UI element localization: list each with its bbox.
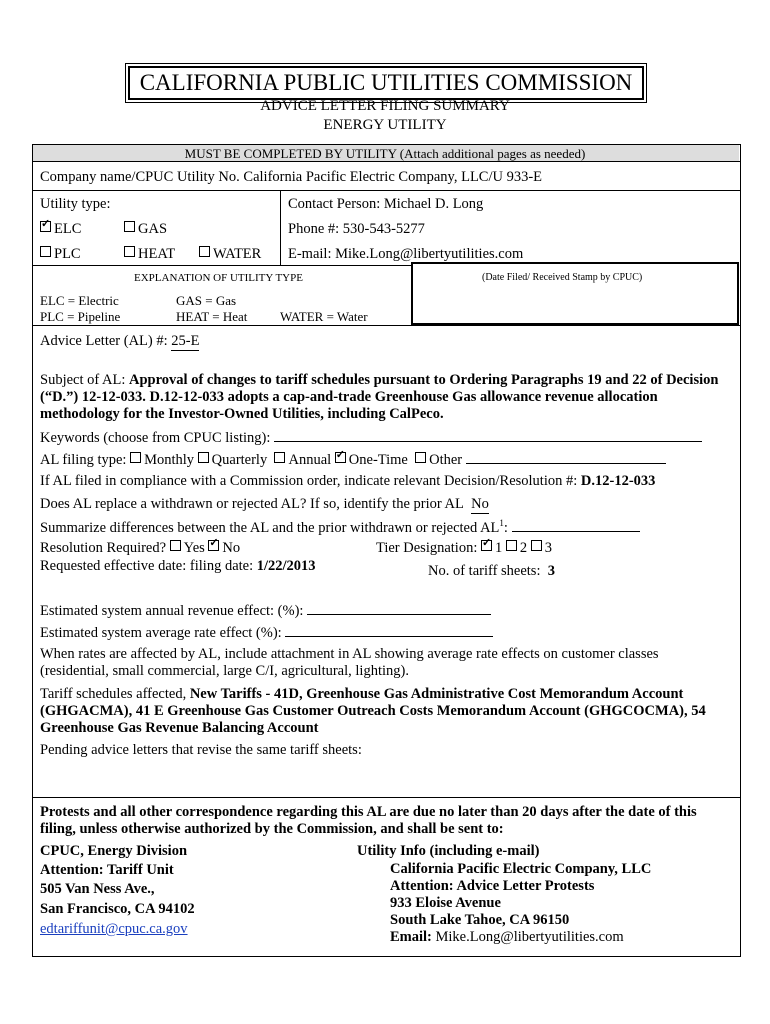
checkbox-checked-icon[interactable] bbox=[40, 221, 51, 232]
contact-email: E-mail: Mike.Long@libertyutilities.com bbox=[288, 246, 524, 262]
checkbox-icon[interactable] bbox=[199, 246, 210, 257]
divider bbox=[32, 797, 740, 798]
contact-person: Contact Person: Michael D. Long bbox=[288, 196, 484, 212]
explanation-water: WATER = Water bbox=[280, 309, 368, 324]
tier-designation[interactable]: Tier Designation: ✓ 1 2 3 bbox=[376, 540, 552, 557]
checkbox-icon[interactable] bbox=[198, 452, 209, 463]
checkbox-checked-icon[interactable] bbox=[208, 540, 219, 551]
al-filing-type[interactable]: AL filing type: Monthly Quarterly Annual ✓ One-Time Other bbox=[40, 451, 666, 469]
advice-letter-number: Advice Letter (AL) #: 25-E bbox=[40, 333, 200, 349]
resolution-required[interactable]: Resolution Required? Yes ✓ No bbox=[40, 540, 240, 557]
divider bbox=[280, 190, 281, 265]
utility-info-email: Email: Mike.Long@libertyutilities.com bbox=[390, 929, 624, 945]
utility-heat[interactable]: HEAT bbox=[124, 246, 175, 263]
explanation-plc: PLC = Pipeline bbox=[40, 309, 121, 324]
explanation-heading: EXPLANATION OF UTILITY TYPE bbox=[134, 272, 303, 284]
utility-plc[interactable]: PLC bbox=[40, 246, 81, 263]
utility-info-name: California Pacific Electric Company, LLC bbox=[390, 861, 652, 877]
checkbox-icon[interactable] bbox=[506, 540, 517, 551]
cpuc-email-link[interactable]: edtariffunit@cpuc.ca.gov bbox=[40, 921, 188, 937]
cpuc-name: CPUC, Energy Division bbox=[40, 843, 188, 859]
utility-info-heading: Utility Info (including e-mail) bbox=[357, 843, 540, 859]
checkbox-icon[interactable] bbox=[415, 452, 426, 463]
utility-type-label: Utility type: bbox=[40, 196, 111, 212]
utility-elc[interactable]: ✓ELC bbox=[40, 221, 81, 238]
form-subtitle-energy: ENERGY UTILITY bbox=[323, 117, 447, 133]
divider bbox=[32, 265, 412, 266]
tariff-schedules: Tariff schedules affected, New Tariffs - 41D, Greenhouse Gas Administrative Cost Memorandum Account (GHGACMA), 41 E Greenhouse Gas Customer Outreach Costs Memorandum Account (GHGCOCMA), 54 Greenhouse Gas Revenue Balancing Account bbox=[40, 686, 706, 736]
contact-phone: Phone #: 530-543-5277 bbox=[288, 221, 425, 237]
utility-info-city: South Lake Tahoe, CA 96150 bbox=[390, 912, 570, 928]
checkbox-icon[interactable] bbox=[531, 540, 542, 551]
utility-water[interactable]: WATER bbox=[199, 246, 261, 263]
explanation-gas: GAS = Gas bbox=[176, 293, 237, 308]
form-subtitle: ADVICE LETTER FILING SUMMARY bbox=[260, 98, 510, 114]
explanation-elc: ELC = Electric bbox=[40, 293, 119, 308]
cpuc-attention: Attention: Tariff Unit bbox=[40, 862, 174, 878]
divider bbox=[32, 190, 740, 191]
checkbox-icon[interactable] bbox=[130, 452, 141, 463]
utility-gas[interactable]: GAS bbox=[124, 221, 167, 238]
rates-note: When rates are affected by AL, include attachment in AL showing average rate effects on customer classes (residential, small commercial, large C/I, agricultural, lighting). bbox=[40, 646, 659, 679]
compliance-order: If AL filed in compliance with a Commission order, indicate relevant Decision/Resolution #: D.12-12-033 bbox=[40, 473, 656, 489]
revenue-effect[interactable]: Estimated system annual revenue effect: (%): bbox=[40, 602, 491, 620]
checkbox-icon[interactable] bbox=[124, 221, 135, 232]
divider bbox=[32, 325, 740, 326]
company-line: Company name/CPUC Utility No. California Pacific Electric Company, LLC/U 933-E bbox=[40, 169, 543, 185]
checkbox-icon[interactable] bbox=[274, 452, 285, 463]
keywords-field[interactable]: Keywords (choose from CPUC listing): bbox=[40, 429, 702, 447]
explanation-heat: HEAT = Heat bbox=[176, 309, 248, 324]
form-title: CALIFORNIA PUBLIC UTILITIES COMMISSION bbox=[128, 66, 644, 100]
checkbox-checked-icon[interactable] bbox=[481, 540, 492, 551]
summarize-differences[interactable]: Summarize differences between the AL and the prior withdrawn or rejected $AL^1$: bbox=[40, 518, 640, 537]
checkbox-icon[interactable] bbox=[40, 246, 51, 257]
pending-advice-letters: Pending advice letters that revise the same tariff sheets: bbox=[40, 742, 362, 758]
tariff-sheet-count: No. of tariff sheets: 3 bbox=[428, 563, 555, 579]
utility-info-attention: Attention: Advice Letter Protests bbox=[390, 878, 595, 894]
rate-effect[interactable]: Estimated system average rate effect (%): bbox=[40, 624, 493, 642]
subject-of-al: Subject of AL: Approval of changes to tariff schedules pursuant to Ordering Paragraphs 19 and 22 of Decision (“D.”) 12-12-033. D.12-12-033 adopts a cap-and-trade Greenhouse Gas allowance revenue allocation methodology for the Investor-Owned Utilities, including CalPeco. bbox=[40, 372, 719, 422]
banner-text: MUST BE COMPLETED BY UTILITY (Attach additional pages as needed) bbox=[184, 146, 586, 161]
cpuc-city: San Francisco, CA 94102 bbox=[40, 901, 195, 917]
replace-prior-al: Does AL replace a withdrawn or rejected AL? If so, identify the prior AL No bbox=[40, 496, 489, 512]
stamp-label: (Date Filed/ Received Stamp by CPUC) bbox=[482, 272, 643, 283]
checkbox-icon[interactable] bbox=[124, 246, 135, 257]
utility-info-address: 933 Eloise Avenue bbox=[390, 895, 501, 911]
protests-notice: Protests and all other correspondence regarding this AL are due no later than 20 days after the date of this filing, unless otherwise authorized by the Commission, and shall be sent to: bbox=[40, 804, 697, 837]
cpuc-address: 505 Van Ness Ave., bbox=[40, 881, 155, 897]
checkbox-icon[interactable] bbox=[170, 540, 181, 551]
checkbox-checked-icon[interactable] bbox=[335, 452, 346, 463]
effective-date: Requested effective date: filing date: 1/22/2013 bbox=[40, 558, 316, 574]
